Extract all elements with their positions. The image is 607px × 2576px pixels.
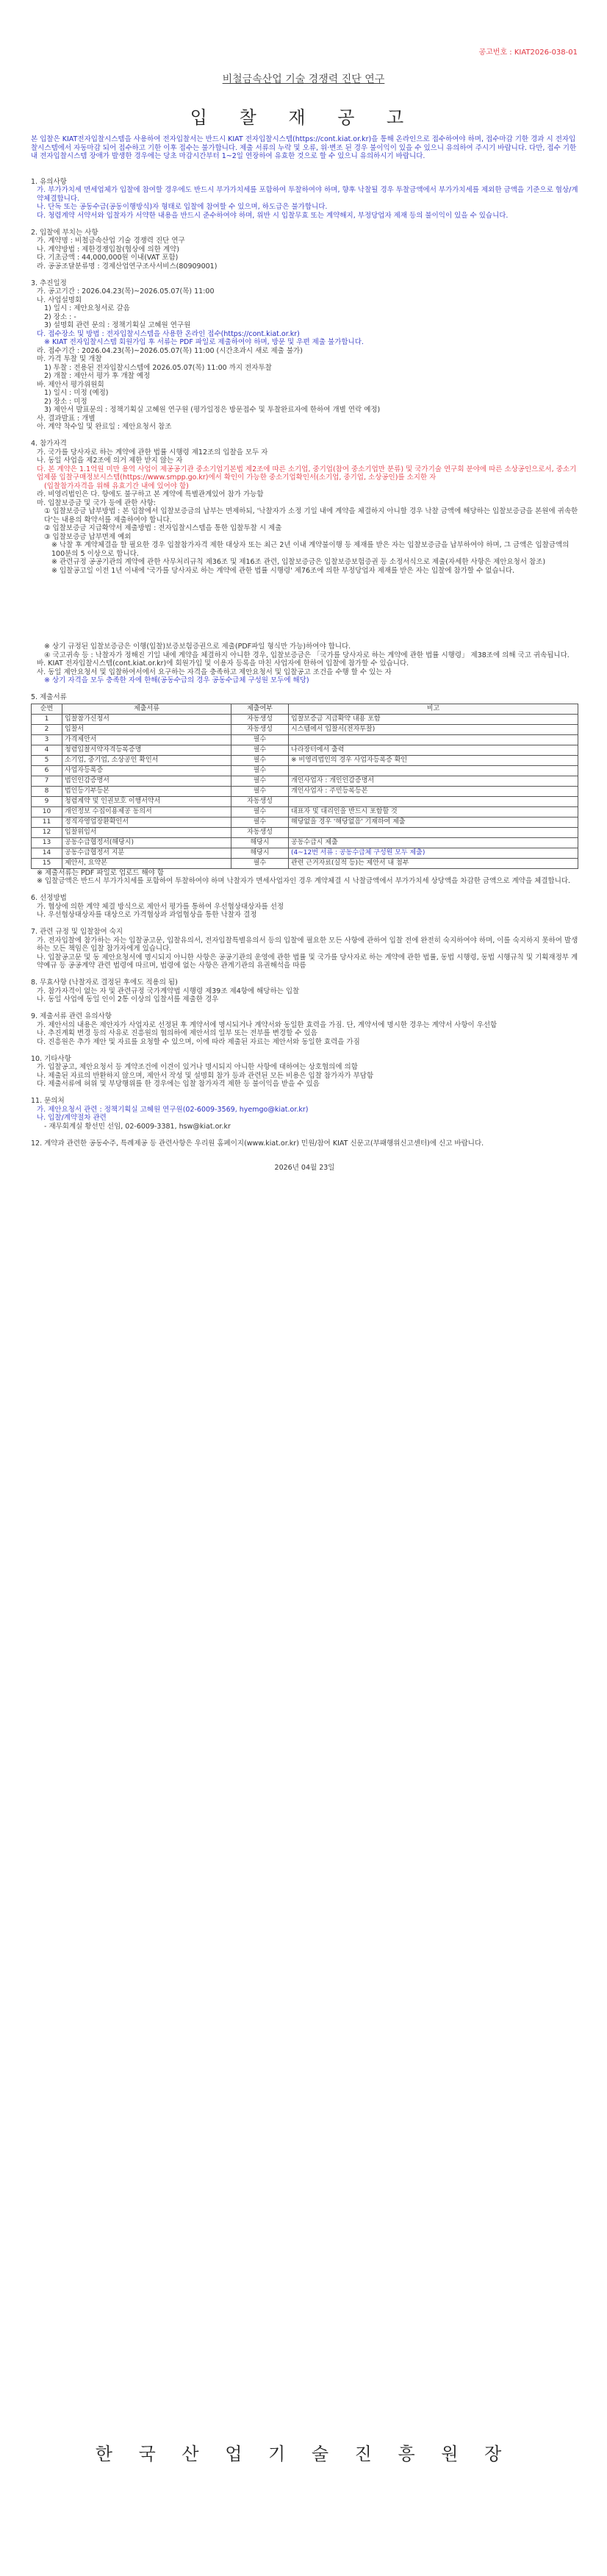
cell-doc: 가격제안서 [62,734,231,745]
page-title: 입 찰 재 공 고 [190,107,417,128]
section-3-subitem: 1) 투찰 : 전용된 전자입찰시스템에 2026.05.07(목) 11:00 까지 전자투찰 [44,363,272,372]
cell-status: 필수 [231,765,289,776]
section-9-item: 다. 진흥원은 추가 제안 및 자료를 요청할 수 있으며, 이에 따라 제출된 자료는 제안서와 동일한 효력을 가짐 [37,1037,360,1046]
section-3-heading: 3. 추진일정 [31,279,67,287]
project-subtitle: 비철금속산업 기술 경쟁력 진단 연구 [222,74,385,85]
cell-no: 14 [32,848,62,858]
section-2-item: 다. 기초금액 : 44,000,000원 이내(VAT 포함) [37,254,179,262]
cell-note: 공동수급시 제출 [289,837,578,848]
cell-note: 개인사업자 : 개인인감증명서 [289,776,578,786]
table-row [32,817,578,827]
table-row [32,765,578,776]
contact-item: 가. 제안요청서 관련 : 정책기획실 고혜원 연구원(02-6009-3569, hyemgo@kiat.or.kr) [37,1105,309,1114]
cell-doc: 법인인감증명서 [62,776,231,786]
guarantee-note: ※ 관련규정 공공기관의 계약에 관한 사무처리규칙 제36조 및 제16조 관련, 입찰보증금은 입찰보증보험증권 등 소정서식으로 제출(자세한 사항은 제안요청서 참조) [51,558,546,566]
section-6-item: 나. 우선협상대상자를 대상으로 가격협상과 과업협상을 통한 낙찰자 결정 [37,911,257,919]
section-10-item: 다. 제출서류에 허위 및 부당행위를 한 경우에는 입찰 참가자격 제한 등 불이익을 받을 수 있음 [37,1080,320,1088]
column-header: 제출여부 [231,704,289,714]
section-1-item: 다. 청렴계약 서약서와 입찰자가 서약한 내용을 반드시 준수하여야 하며, 위반 시 입찰무효 또는 계약해지, 부정당업자 제재 등의 불이익이 있을 수 있습니다. [37,211,509,220]
cell-no: 5 [32,755,62,765]
section-3-item: 사. 결과발표 : 개별 [37,414,96,423]
cell-no: 4 [32,745,62,755]
cell-doc: 입찰위임서 [62,827,231,837]
cell-note: ※ 비영리법인의 경우 사업자등록증 확인 [289,755,578,765]
cell-no: 9 [32,796,62,806]
cell-note: 대표자 및 대리인을 반드시 포함할 것 [289,806,578,817]
section-5-note: ※ 제출서류는 PDF 파일로 업로드 해야 함 [37,868,165,877]
section-3-subitem: 1) 일시 : 제안요청서로 갈음 [44,304,130,312]
cell-doc: 정직자영업장환확인서 [62,817,231,827]
cell-status: 해당시 [231,848,289,858]
cell-note [289,796,578,806]
cell-note: 입찰보증금 지급확약 내용 포함 [289,714,578,724]
submission-method: 다. 접수장소 및 방법 : 전자입찰시스템을 사용한 온라인 접수(https://cont.kiat.or.kr) [37,329,300,338]
section-9-heading: 9. 제출서류 관련 유의사항 [31,1012,112,1020]
section-3-item: 아. 계약 착수일 및 완료일 : 제안요청서 참조 [37,423,172,431]
section-4-item-highlight: (입찰참가자격을 위해 유효기간 내에 있어야 함) [44,482,189,490]
table-row [32,827,578,837]
section-4-item: 마. 입찰보증금 및 국가 등에 관한 사항: [37,498,156,507]
table-row [32,745,578,755]
section-4-item: 가. 국가를 당사자로 하는 계약에 관한 법률 시행령 제12조의 입찰을 모두 자 [37,448,268,457]
cell-status: 자동생성 [231,827,289,837]
submission-note: ※ KIAT 전자입찰시스템 회원가입 후 서류는 PDF 파일로 제출하여야 하며, 방문 및 우편 제출 불가합니다. [44,338,364,346]
cell-doc: 청렴입찰서약자격등록증명 [62,745,231,755]
cell-no: 10 [32,806,62,817]
table-row [32,776,578,786]
cell-doc: 공동수급협정서(해당시) [62,837,231,848]
table-row [32,806,578,817]
section-3-item: 마. 가격 투찰 및 개찰 [37,355,102,363]
notice-date: 2026년 04월 23일 [274,1163,335,1172]
section-3-subitem: 3) 제안서 발표문의 : 정책기획실 고혜원 연구원 (평가일정은 방문접수 및 투찰완료자에 한하여 개별 연락 예정) [44,406,381,414]
cell-status: 필수 [231,858,289,868]
notice-body [31,135,578,1172]
section-4-heading: 4. 참가자격 [31,440,67,448]
cell-doc: 개인정보 수집이용제공 동의서 [62,806,231,817]
cell-no: 3 [32,734,62,745]
cell-status: 필수 [231,786,289,796]
cell-doc: 소기업, 중기업, 소상공인 확인서 [62,755,231,765]
section-3-item: 바. 제안서 평가위원회 [37,380,104,389]
section-3-item: 나. 사업설명회 [37,296,82,304]
cell-status: 자동생성 [231,724,289,734]
cell-status: 필수 [231,776,289,786]
cell-no: 7 [32,776,62,786]
table-row [32,858,578,868]
section-2-item: 나. 계약방법 : 제한경쟁입찰(협상에 의한 계약) [37,245,179,254]
cell-status: 필수 [231,806,289,817]
cell-no: 1 [32,714,62,724]
cell-status: 필수 [231,745,289,755]
cell-no: 15 [32,858,62,868]
section-11-heading: 11. 문의처 [31,1097,65,1105]
guarantee-note: ※ 낙찰 후 계약체결을 할 필요한 경우 입찰참가자격 제한 대상자 또는 최근 2년 이내 계약불이행 등 제재를 받은 자는 입찰보증금을 납부하여야 하며, 그 금액은 입찰금액의 100분의 5 이상으로 합니다. [51,541,570,558]
cell-note: 관련 근거자료(실적 등)는 제안서 내 첨부 [289,858,578,868]
section-4-item: 라. 비영리법인은 다. 항에도 불구하고 본 계약에 특별관계있어 참가 가능함 [37,490,264,498]
guarantee-item: ③ 입찰보증금 납부면제 예외 [44,532,132,541]
section-7-heading: 7. 관련 규정 및 입찰참여 숙지 [31,928,123,936]
table-header-row [32,704,578,714]
section-3-subitem: 3) 설명회 관련 문의 : 정책기획실 고혜원 연구원 [44,321,191,329]
column-header: 비고 [289,704,578,714]
table-row [32,848,578,858]
column-header: 순번 [32,704,62,714]
section-6-item: 가. 협상에 의한 계약 체결 방식으로 제안서 평가를 통하여 우선협상대상자를 선정 [37,902,284,911]
section-10-item: 가. 입찰공고, 제안요청서 등 계약조건에 이견이 있거나 명시되지 아니한 사항에 대하여는 상호협의에 의함 [37,1063,358,1071]
guarantee-note: ※ 상기 규정된 입찰보증금은 이행(입찰)보증보험증권으로 제출(PDF파일 형식만 가능)하여야 합니다. [44,643,351,651]
section-6-heading: 6. 선정방법 [31,894,67,902]
section-10-heading: 10. 기타사항 [31,1054,71,1063]
section-3-item: 가. 공고기간 : 2026.04.23(목)~2026.05.07(목) 11:00 [37,287,215,296]
table-row [32,734,578,745]
section-3-subitem: 2) 장소 : 미정 [44,397,87,406]
cell-no: 2 [32,724,62,734]
table-row [32,837,578,848]
cell-doc: 제안서, 요약본 [62,858,231,868]
section-1-item: 가. 부가가치세 면세업체가 입찰에 참여할 경우에도 반드시 부가가치세를 포함하여 투찰하여야 하며, 향후 낙찰될 경우 투찰금액에서 부가가치세를 제외한 금액을 기준으로 협상/계약체결합니다. [37,186,578,203]
table-row [32,724,578,734]
section-4-item: 나. 동일 사업을 제2조에 의거 제한 받지 않는 자 [37,457,183,465]
cell-no: 8 [32,786,62,796]
cell-no: 13 [32,837,62,848]
section-2-item: 라. 공공조달분류명 : 경제산업연구조사서비스(80909001) [37,262,218,271]
section-10-item: 나. 제출된 자료의 반환하지 않으며, 제안서 작성 및 설명회 참가 등과 관련된 모든 비용은 입찰 참가자가 부담함 [37,1071,374,1080]
contact-item: - 재무회계실 황선민 선임, 02-6009-3381, hsw@kiat.or.kr [44,1122,231,1131]
section-5-note: ※ 입찰금액은 반드시 부가가치세를 포함하여 투찰하여야 하며 낙찰자가 면세사업자인 경우 계약체결 시 낙찰금액에서 부가가치세 상당액을 차감한 금액으로 계약을 체결합니다. [37,877,571,885]
table-row [32,786,578,796]
cell-doc: 입찰서 [62,724,231,734]
section-4-note: ※ 상기 자격을 모두 충족한 자에 한해(공동수급의 경우 공동수급체 구성원 모두에 해당) [44,676,309,684]
section-8-heading: 8. 무효사항 (낙찰자로 결정된 후에도 적용의 됨) [31,978,178,987]
cell-doc: 사업자등록증 [62,765,231,776]
table-row [32,714,578,724]
documents-table [31,704,578,869]
guarantee-item: ① 입찰보증금 납부방법 : 본 입찰에서 입찰보증금의 납부는 면제하되, '낙찰자가 소정 기일 내에 계약을 체결하지 아니할 경우 낙찰 금액에 해당하는 입찰보증금을 본원에 귀속한다'는 내용의 확약서를 제출하여야 합니다. [44,507,578,524]
cell-note [289,734,578,745]
doc-number: 공고번호 : KIAT2026-038-01 [478,49,578,57]
column-header: 제출서류 [62,704,231,714]
section-2-item: 가. 계약명 : 비철금속산업 기술 경쟁력 진단 연구 [37,237,185,245]
cell-doc: 입찰참가신청서 [62,714,231,724]
table-row [32,755,578,765]
section-3-subitem: 1) 일시 : 미정 (예정) [44,389,109,397]
cell-status: 자동생성 [231,714,289,724]
section-4-item: 사. 동일 제안요청서 및 입찰하여서에서 요구하는 자격을 충족하고 제안요청서 및 입찰공고 조건을 수행 할 수 있는 자 [37,668,392,676]
cell-status: 자동생성 [231,796,289,806]
cell-doc: 청렴계약 및 인권보호 이행서약서 [62,796,231,806]
cell-note: 나라장터에서 출력 [289,745,578,755]
cell-no: 6 [32,765,62,776]
section-3-item: 라. 접수기간 : 2026.04.23(목)~2026.05.07(목) 11:00 (시간초과시 새로 제출 불가) [37,346,303,355]
section-12-paragraph: 12. 계약과 관련한 공동수주, 특례제공 등 관련사항은 우리원 홈페이지(www.kiat.or.kr) 민원/참여 KIAT 신문고(부패행위신고센터)에 신고 바랍니다. [31,1139,484,1148]
cell-note [289,765,578,776]
intro-paragraph: 본 입찰은 KIAT전자입찰시스템을 사용하여 전자입찰서는 반드시 KIAT 전자입찰시스템(https://cont.kiat.or.kr)을 통해 온라인으로 접수하여야 하며, 접수마감 기한 경과 시 전자입찰시스템에서 자동마감 되어 접수하고 기한 이후 접수는 불가합니다. 제출 서류의 누락 및 오류, 위·변조 된 경우 불이익이 있을 수 있으니 유의하여 주시기 바랍니다. 다만, 접수 기한 내 전자입찰시스템 장애가 발생한 경우에는 당초 마감시간부터 1~2일 연장하여 유효한 것으로 할 수 있으니 유의하시기 바랍니다. [31,135,577,160]
cell-status: 해당시 [231,837,289,848]
cell-doc: 법인등기부등본 [62,786,231,796]
cell-note: 해당없을 경우 '해당없음' 기재하여 제출 [289,817,578,827]
cell-status: 필수 [231,817,289,827]
cell-doc: 공동수급협정서 지분 [62,848,231,858]
section-7-item: 나. 입찰공고문 및 동 제안요청서에 명시되지 아니한 사항은 공공기관의 운영에 관한 법률 및 국가를 당사자로 하는 계약에 관한 법률, 동법 시행령, 동법 시행규칙 및 기획재정부 계약예규 등 공공계약 관련 법령에 따르며, 법령에 없는 사항은 관계기관의 유권해석을 따름 [37,953,578,970]
cell-note: 개인사업자 : 주민등록등본 [289,786,578,796]
section-3-subitem: 2) 개찰 : 제안서 평가 후 개찰 예정 [44,372,151,380]
cell-no: 11 [32,817,62,827]
guarantee-item: ④ 국고귀속 등 : 낙찰자가 정해진 기일 내에 계약을 체결하지 아니한 경우, 입찰보증금은 「국가를 당사자로 하는 계약에 관한 법률 시행령」 제38조에 의해 국고 귀속됩니다. [44,651,570,659]
cell-note [289,827,578,837]
section-8-item: 가. 참가자격이 없는 자 및 관련규정 국가계약법 시행령 제39조 제4항에 해당하는 입찰 [37,987,300,995]
organization-signature: 한 국 산 업 기 술 진 흥 원 장 [95,2444,512,2464]
cell-status: 필수 [231,734,289,745]
contact-item: 나. 입찰/계약절차 관련 [37,1114,107,1122]
cell-status: 필수 [231,755,289,765]
section-3-subitem: 2) 장소 : - [44,312,76,321]
section-4-item: 바. KIAT 전자입찰시스템(cont.kiat.or.kr)에 회원가입 및 이용자 등록을 마친 사업자에 한하여 입찰에 참가할 수 있습니다. [37,659,409,668]
section-2-heading: 2. 입찰에 부치는 사항 [31,228,98,237]
section-7-item: 가. 전자입찰에 참가하는 자는 입찰공고문, 입찰유의서, 전자입찰특별유의서 등의 입찰에 필요한 모든 사항에 관하여 입찰 전에 완전히 숙지하여야 하며, 이를 숙지하지 못하여 발생하는 모든 책임은 입찰 참가자에게 있습니다. [37,936,578,953]
guarantee-note: ※ 입찰공고일 이전 1년 이내에 '국가를 당사자로 하는 계약에 관한 법률 시행령' 제76조에 의한 부정당업자 제재를 받은 자는 입찰에 참가할 수 없습니다. [51,566,515,575]
section-9-item: 나. 추진계획 변경 등의 사유로 진흥원의 협의하에 제안서의 일부 또는 전부를 변경할 수 있음 [37,1029,317,1037]
section-5-heading: 5. 제출서류 [31,693,67,701]
table-row [32,796,578,806]
section-9-item: 가. 제안서의 내용은 제안자가 사업자로 선정된 후 계약서에 명시되거나 계약서와 동일한 효력을 가짐. 단, 계약서에 명시한 경우는 계약서 사항이 우선함 [37,1020,498,1029]
guarantee-item: ② 입찰보증금 지급확약서 제출방법 : 전자입찰시스템을 통한 입찰투찰 시 제출 [44,524,282,532]
cell-note: 시스템에서 입찰서(전자투찰) [289,724,578,734]
section-1-item: 나. 단독 또는 공동수급(공동이행방식)자 형태로 입찰에 참여할 수 있으며, 하도급은 불가합니다. [37,203,328,211]
section-8-item: 나. 동일 사업에 동일 인이 2통 이상의 입찰서를 제출한 경우 [37,995,219,1003]
cell-no: 12 [32,827,62,837]
cell-note: (4~12번 서류 : 공동수급체 구성원 모두 제출) [289,848,578,858]
section-4-item-highlight: 다. 본 계약은 1.1억원 미만 용역 사업이 제공공기관 중소기업기본법 제2조에 따른 소기업, 중기업(참여 중소기업만 분류) 및 국가기술 연구회 분야에 따른 소상공인으로서, 중소기업제품 입찰구매정보시스템(https://www.smpp.go.kr)에서 확인이 가능한 중소기업확인서(소기업, 중기업, 소상공인)를 소지한 자 [37,465,577,482]
section-1-heading: 1. 유의사항 [31,177,67,186]
